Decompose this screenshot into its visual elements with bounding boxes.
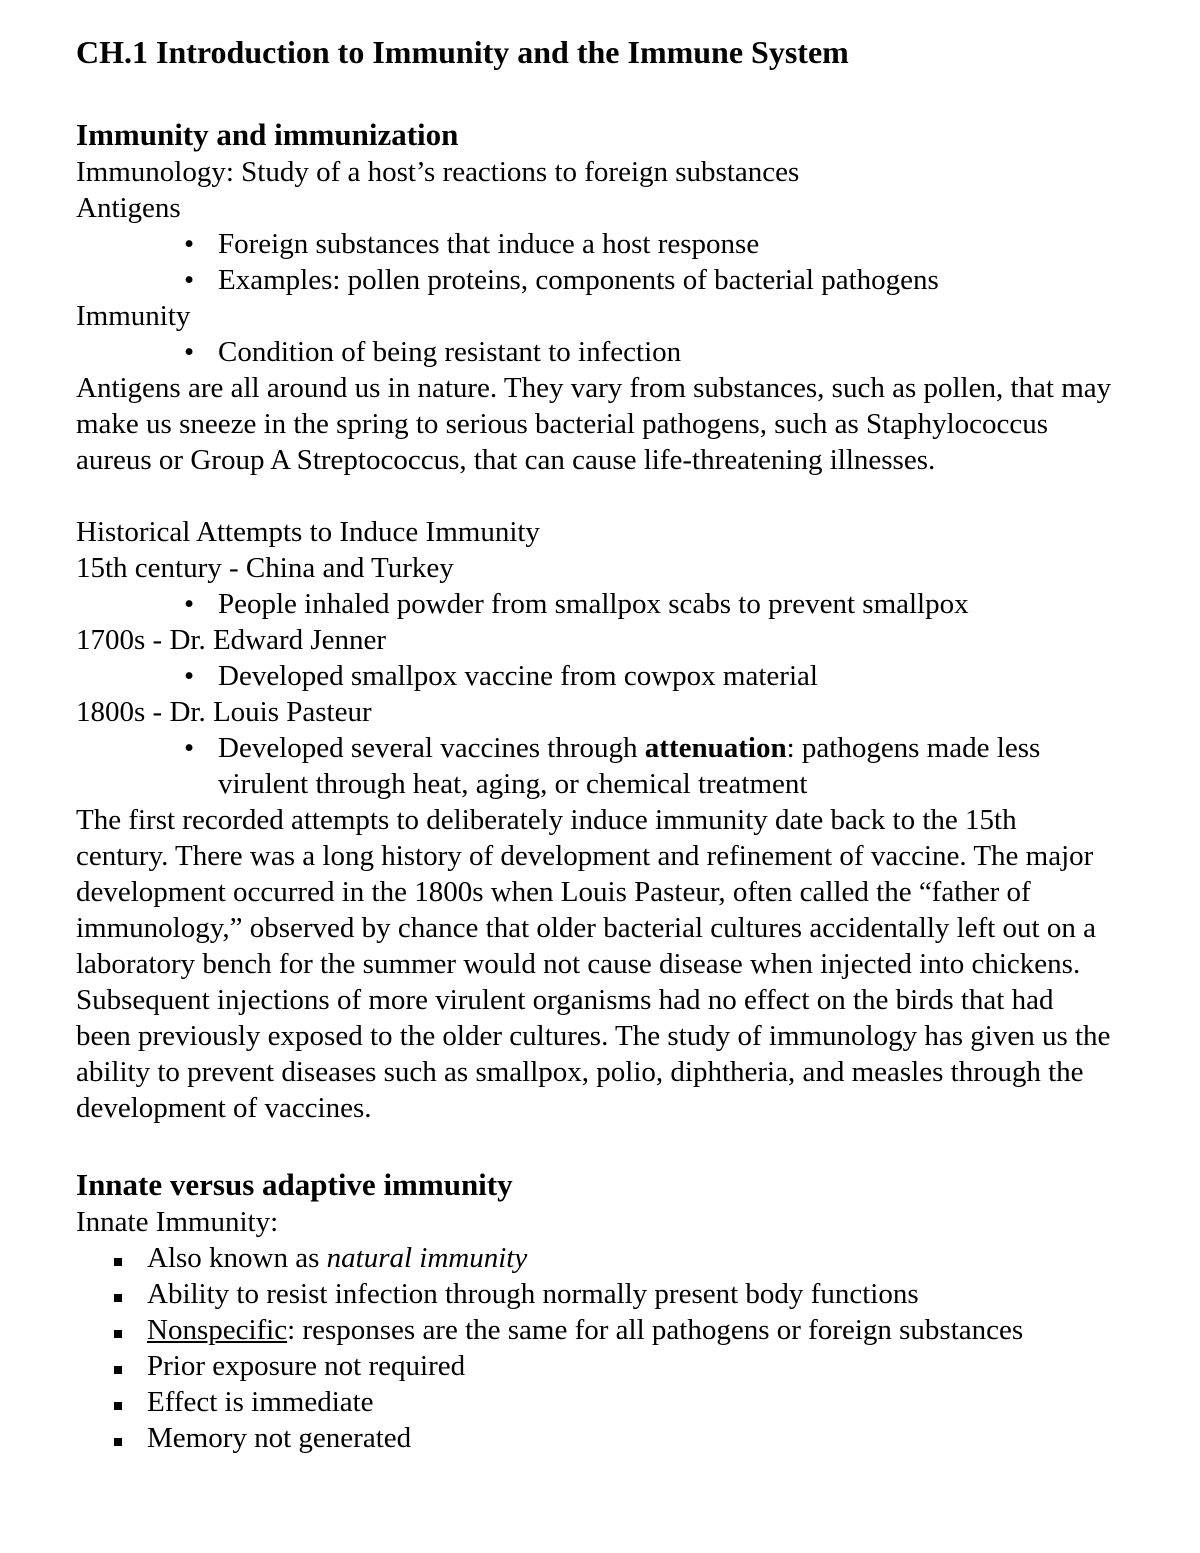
- square-bullet-icon: [114, 1366, 122, 1374]
- paragraph-history-line-6: Subsequent injections of more virulent organisms had no effect on the birds that had: [76, 984, 1054, 1016]
- innate-immunity-label: Innate Immunity:: [76, 1206, 279, 1238]
- square-bullet-icon: [114, 1258, 122, 1266]
- section-heading-innate-adaptive: Innate versus adaptive immunity: [76, 1167, 513, 1202]
- section-heading-immunization: Immunity and immunization: [76, 117, 459, 152]
- innate-item-2: Ability to resist infection through normally present body functions: [147, 1278, 919, 1310]
- immunology-definition: Immunology: Study of a host’s reactions to foreign substances: [76, 156, 800, 188]
- immunity-label: Immunity: [76, 300, 191, 332]
- paragraph-history-line-1: The first recorded attempts to deliberately induce immunity date back to the 15th: [76, 804, 1017, 836]
- era-1800s-bullet-continued: virulent through heat, aging, or chemical treatment: [218, 768, 808, 800]
- attenuation-term: attenuation: [644, 732, 787, 764]
- bullet-marker: •: [184, 732, 195, 764]
- innate-item-3: [147, 1312, 1023, 1348]
- innate-item-4: Prior exposure not required: [147, 1350, 466, 1382]
- natural-immunity-term: natural immunity: [326, 1242, 528, 1274]
- page-title: CH.1 Introduction to Immunity and the Immune System: [76, 34, 849, 70]
- paragraph-history-line-4: immunology,” observed by chance that older bacterial cultures accidentally left out on a: [76, 912, 1096, 944]
- innate-item-3-post: : responses are the same for all pathogens or foreign substances: [287, 1314, 1024, 1346]
- era-1800s: 1800s - Dr. Louis Pasteur: [76, 696, 372, 728]
- bullet-marker: •: [184, 264, 195, 296]
- era-1800s-bullet-post: : pathogens made less: [786, 732, 1041, 764]
- paragraph-history-line-9: development of vaccines.: [76, 1092, 372, 1124]
- paragraph-history-line-3: development occurred in the 1800s when Louis Pasteur, often called the “father of: [76, 876, 1031, 908]
- immunity-bullet-1: Condition of being resistant to infection: [218, 336, 682, 368]
- bullet-marker: •: [184, 228, 195, 260]
- innate-item-1-pre: Also known as: [147, 1242, 327, 1274]
- paragraph-antigens-line-2: make us sneeze in the spring to serious bacterial pathogens, such as Staphylococcus: [76, 408, 1049, 440]
- era-1700s-bullet: Developed smallpox vaccine from cowpox material: [218, 660, 818, 692]
- paragraph-antigens-line-1: Antigens are all around us in nature. They vary from substances, such as pollen, that may: [76, 372, 1112, 404]
- era-1800s-bullet: [218, 730, 1040, 766]
- nonspecific-term: Nonspecific: [147, 1314, 288, 1346]
- square-bullet-icon: [114, 1438, 122, 1446]
- antigens-label: Antigens: [76, 192, 181, 224]
- square-bullet-icon: [114, 1330, 122, 1338]
- era-1800s-bullet-pre: Developed several vaccines through: [218, 732, 645, 764]
- paragraph-history-line-7: been previously exposed to the older cultures. The study of immunology has given us the: [76, 1020, 1111, 1052]
- square-bullet-icon: [114, 1294, 122, 1302]
- antigens-bullet-1: Foreign substances that induce a host response: [218, 228, 760, 260]
- paragraph-history-line-2: century. There was a long history of development and refinement of vaccine. The major: [76, 840, 1094, 872]
- antigens-bullet-2: Examples: pollen proteins, components of bacterial pathogens: [218, 264, 939, 296]
- innate-item-1: [147, 1240, 527, 1276]
- innate-item-5: Effect is immediate: [147, 1386, 374, 1418]
- era-15th-century: 15th century - China and Turkey: [76, 552, 454, 584]
- historical-attempts-label: Historical Attempts to Induce Immunity: [76, 516, 540, 548]
- square-bullet-icon: [114, 1402, 122, 1410]
- paragraph-history-line-8: ability to prevent diseases such as smallpox, polio, diphtheria, and measles through the: [76, 1056, 1084, 1088]
- era-15th-century-bullet: People inhaled powder from smallpox scabs to prevent smallpox: [218, 588, 969, 620]
- bullet-marker: •: [184, 588, 195, 620]
- bullet-marker: •: [184, 336, 195, 368]
- innate-item-6: Memory not generated: [147, 1422, 412, 1454]
- paragraph-antigens-line-3: aureus or Group A Streptococcus, that can cause life-threatening illnesses.: [76, 444, 936, 476]
- bullet-marker: •: [184, 660, 195, 692]
- era-1700s: 1700s - Dr. Edward Jenner: [76, 624, 387, 656]
- paragraph-history-line-5: laboratory bench for the summer would not cause disease when injected into chickens.: [76, 948, 1081, 980]
